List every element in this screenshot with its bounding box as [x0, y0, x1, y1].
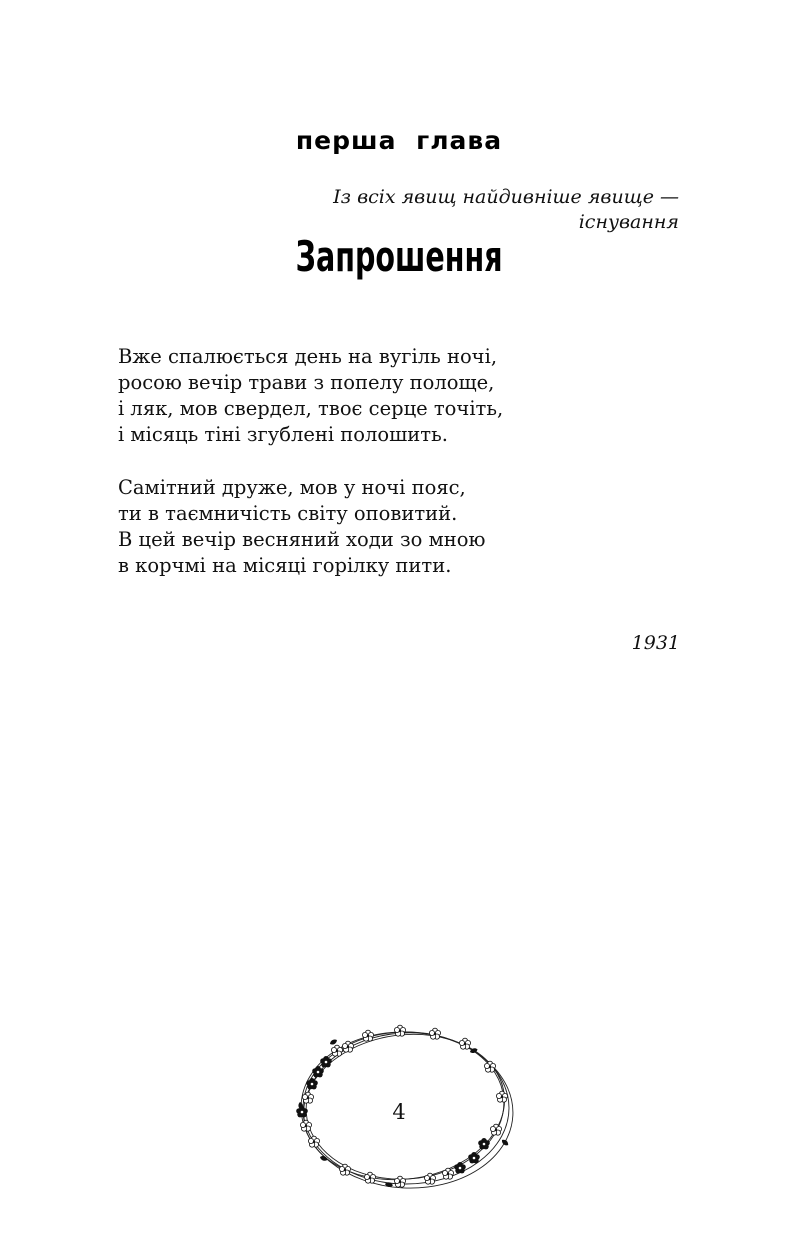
- chapter-heading: перша глава: [295, 126, 503, 155]
- poem-line: ти в таємничість світу оповитий.: [118, 502, 458, 525]
- poem-title-text: Запрошення: [295, 232, 503, 281]
- poem-line: і ляк, мов свердел, твоє серце точіть,: [118, 397, 504, 420]
- poem-line: В цей вечір весняний ходи зо мною: [118, 528, 486, 551]
- epigraph: [259, 185, 679, 235]
- poem-line: Самітний друже, мов у ночі пояс,: [118, 476, 466, 499]
- poem-line: Вже спалюється день на вугіль ночі,: [118, 345, 498, 368]
- poem-line: в корчмі на місяці горілку пити.: [118, 554, 452, 577]
- epigraph-line: існування: [578, 211, 679, 233]
- poem-line: росою вечір трави з попелу полоще,: [118, 371, 495, 394]
- poem-date: 1931: [631, 632, 680, 654]
- epigraph-line: Із всіх явищ найдивніше явище —: [333, 186, 679, 208]
- poem-title: [0, 232, 798, 281]
- stanza: [118, 344, 503, 448]
- page-number: 4: [392, 1100, 406, 1124]
- poem-line: і місяць тіні згублені полошить.: [118, 423, 448, 446]
- stanza: [118, 475, 485, 579]
